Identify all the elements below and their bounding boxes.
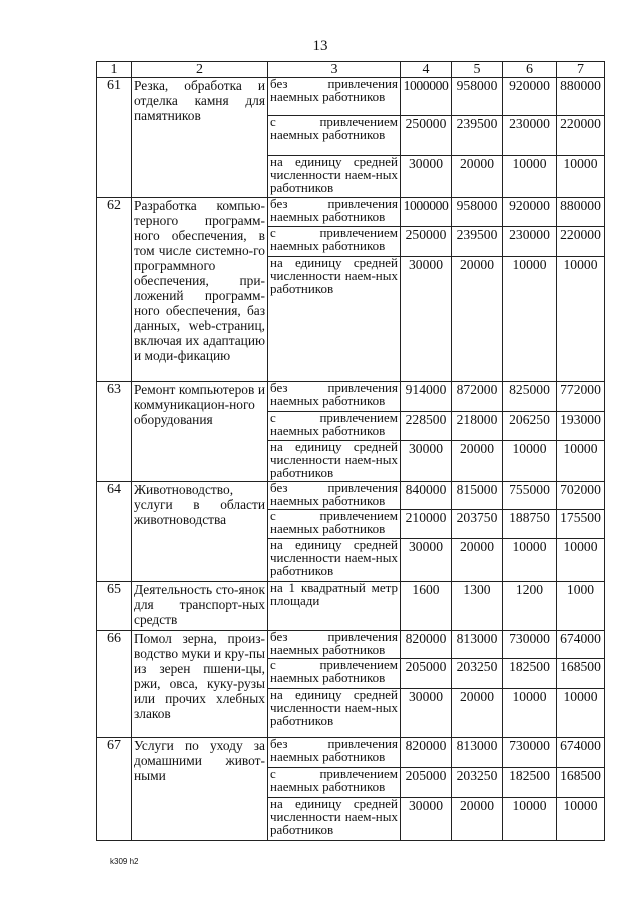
value-cell: 182500 [503,659,557,689]
condition-cell: на 1 квадратный метр площади [268,582,401,631]
value-cell: 815000 [452,482,503,510]
value-cell: 730000 [503,738,557,768]
value-cell: 20000 [452,539,503,582]
column-number-header-row [97,62,605,78]
value-cell: 674000 [557,631,605,659]
column-number-cell: 4 [401,62,452,78]
value-cell: 825000 [503,382,557,412]
condition-cell: без привлечения наемных работников [268,738,401,768]
condition-cell: с привлечением наемных работников [268,659,401,689]
condition-cell: на единицу средней численности наем-ных работников [268,539,401,582]
condition-cell: на единицу средней численности наем-ных работников [268,798,401,841]
value-cell: 10000 [503,257,557,382]
condition-cell: без привлечения наемных работников [268,198,401,227]
value-cell: 10000 [503,539,557,582]
value-cell: 30000 [401,441,452,482]
tariff-table [96,61,605,841]
condition-cell: без привлечения наемных работников [268,631,401,659]
value-cell: 168500 [557,768,605,798]
value-cell: 20000 [452,441,503,482]
value-cell: 220000 [557,116,605,156]
value-cell: 920000 [503,198,557,227]
row-number: 64 [97,482,132,582]
value-cell: 230000 [503,227,557,257]
column-number-cell: 5 [452,62,503,78]
value-cell: 820000 [401,631,452,659]
table-row [97,78,605,116]
condition-cell: с привлечением наемных работников [268,412,401,441]
value-cell: 813000 [452,738,503,768]
condition-cell: без привлечения наемных работников [268,78,401,116]
value-cell: 203250 [452,659,503,689]
condition-cell: с привлечением наемных работников [268,768,401,798]
activity-name: Деятельность сто-янок для транспорт-ных средств [132,582,268,631]
value-cell: 872000 [452,382,503,412]
condition-cell: на единицу средней численности наем-ных работников [268,441,401,482]
column-number-cell: 6 [503,62,557,78]
value-cell: 813000 [452,631,503,659]
value-cell: 10000 [557,441,605,482]
value-cell: 239500 [452,116,503,156]
row-number: 61 [97,78,132,198]
value-cell: 10000 [557,798,605,841]
value-cell: 182500 [503,768,557,798]
value-cell: 1300 [452,582,503,631]
page-number: 13 [312,38,328,54]
condition-cell: с привлечением наемных работников [268,116,401,156]
value-cell: 20000 [452,689,503,738]
value-cell: 188750 [503,510,557,539]
value-cell: 1000 [557,582,605,631]
condition-cell: без привлечения наемных работников [268,382,401,412]
row-number: 63 [97,382,132,482]
value-cell: 10000 [557,257,605,382]
value-cell: 30000 [401,689,452,738]
value-cell: 958000 [452,198,503,227]
value-cell: 880000 [557,78,605,116]
table-row [97,482,605,510]
value-cell: 203750 [452,510,503,539]
condition-cell: с привлечением наемных работников [268,227,401,257]
row-number: 62 [97,198,132,382]
value-cell: 20000 [452,798,503,841]
condition-cell: с привлечением наемных работников [268,510,401,539]
column-number-cell: 1 [97,62,132,78]
value-cell: 674000 [557,738,605,768]
condition-cell: без привлечения наемных работников [268,482,401,510]
value-cell: 920000 [503,78,557,116]
value-cell: 30000 [401,539,452,582]
value-cell: 958000 [452,78,503,116]
value-cell: 1000000 [401,78,452,116]
value-cell: 250000 [401,116,452,156]
value-cell: 218000 [452,412,503,441]
activity-name: Разработка компью-терного программ-ного обеспечения, в том числе системно-го программного обеспечения, при-ложений программ-ного обеспечения, баз данных, web-страниц, включая их адаптацию и моди-фикацию [132,198,268,382]
value-cell: 175500 [557,510,605,539]
value-cell: 10000 [503,689,557,738]
activity-name: Услуги по уходу за домашними живот-ными [132,738,268,841]
value-cell: 840000 [401,482,452,510]
value-cell: 10000 [503,441,557,482]
table-row [97,382,605,412]
footer-document-code: k309 h2 [110,857,139,866]
value-cell: 220000 [557,227,605,257]
value-cell: 193000 [557,412,605,441]
value-cell: 205000 [401,659,452,689]
row-number: 67 [97,738,132,841]
table-row [97,582,605,631]
table-row [97,738,605,768]
value-cell: 730000 [503,631,557,659]
activity-name: Помол зерна, произ-водство муки и кру-пы из зерен пшени-цы, ржи, овса, куку-рузы или прочих хлебных злаков [132,631,268,738]
value-cell: 210000 [401,510,452,539]
activity-name: Ремонт компьютеров и коммуникацион-ного оборудования [132,382,268,482]
value-cell: 10000 [557,156,605,198]
value-cell: 820000 [401,738,452,768]
column-number-cell: 2 [132,62,268,78]
value-cell: 230000 [503,116,557,156]
column-number-cell: 7 [557,62,605,78]
table-row [97,631,605,659]
value-cell: 203250 [452,768,503,798]
activity-name: Животноводство, услуги в области животноводства [132,482,268,582]
value-cell: 30000 [401,156,452,198]
value-cell: 880000 [557,198,605,227]
value-cell: 30000 [401,798,452,841]
value-cell: 10000 [503,798,557,841]
value-cell: 10000 [503,156,557,198]
condition-cell: на единицу средней численности наем-ных работников [268,257,401,382]
condition-cell: на единицу средней численности наем-ных работников [268,156,401,198]
row-number: 66 [97,631,132,738]
value-cell: 1000000 [401,198,452,227]
value-cell: 10000 [557,689,605,738]
condition-cell: на единицу средней численности наем-ных работников [268,689,401,738]
value-cell: 205000 [401,768,452,798]
value-cell: 914000 [401,382,452,412]
value-cell: 206250 [503,412,557,441]
value-cell: 250000 [401,227,452,257]
value-cell: 239500 [452,227,503,257]
value-cell: 1600 [401,582,452,631]
value-cell: 10000 [557,539,605,582]
value-cell: 1200 [503,582,557,631]
value-cell: 168500 [557,659,605,689]
row-number: 65 [97,582,132,631]
value-cell: 702000 [557,482,605,510]
value-cell: 20000 [452,156,503,198]
value-cell: 20000 [452,257,503,382]
activity-name: Резка, обработка и отделка камня для памятников [132,78,268,198]
value-cell: 228500 [401,412,452,441]
value-cell: 772000 [557,382,605,412]
column-number-cell: 3 [268,62,401,78]
value-cell: 755000 [503,482,557,510]
value-cell: 30000 [401,257,452,382]
table-row [97,198,605,227]
